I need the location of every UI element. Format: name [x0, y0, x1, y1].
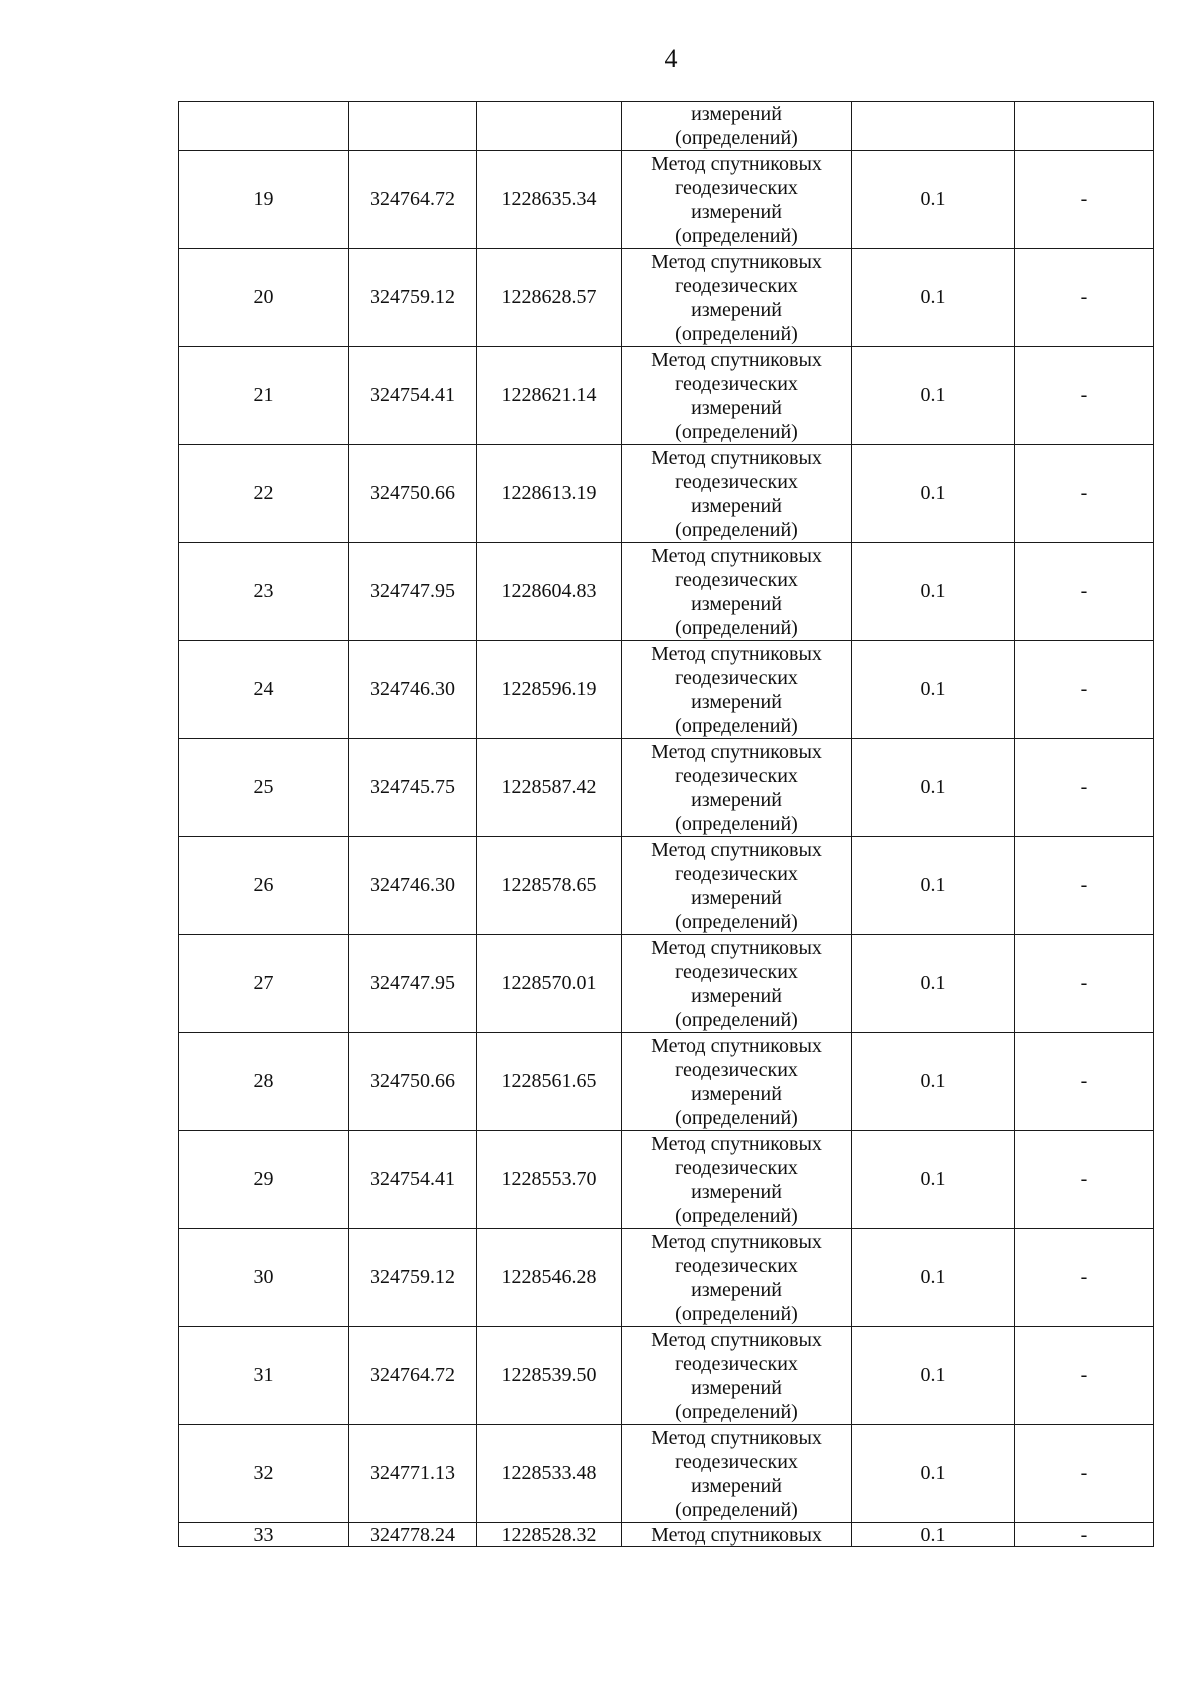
cell-x-coordinate: 324771.13 [349, 1425, 477, 1523]
method-line: измерений [691, 200, 782, 223]
cell-note: - [1015, 1033, 1154, 1131]
method-line: Метод спутниковых [651, 1034, 822, 1057]
method-line: (определений) [675, 812, 798, 835]
cell-method [622, 739, 852, 837]
cell-x-coordinate: 324747.95 [349, 543, 477, 641]
cell-y-coordinate: 1228546.28 [477, 1229, 622, 1327]
method-line: Метод спутниковых [651, 152, 822, 175]
table-row [179, 641, 1154, 739]
cell-method [622, 102, 852, 151]
cell-precision: 0.1 [852, 1131, 1015, 1229]
cell-note [1015, 102, 1154, 151]
method-line: геодезических [675, 1058, 798, 1081]
cell-method [622, 1131, 852, 1229]
cell-x-coordinate: 324745.75 [349, 739, 477, 837]
cell-point-number: 21 [179, 347, 349, 445]
method-line: измерений [691, 1180, 782, 1203]
cell-y-coordinate: 1228570.01 [477, 935, 622, 1033]
cell-point-number [179, 102, 349, 151]
cell-method [622, 347, 852, 445]
table-row [179, 1229, 1154, 1327]
cell-x-coordinate: 324747.95 [349, 935, 477, 1033]
cell-y-coordinate: 1228596.19 [477, 641, 622, 739]
cell-y-coordinate [477, 102, 622, 151]
cell-precision: 0.1 [852, 249, 1015, 347]
method-line: Метод спутниковых [651, 936, 822, 959]
method-line: (определений) [675, 714, 798, 737]
table-row [179, 543, 1154, 641]
method-line: (определений) [675, 420, 798, 443]
cell-method [622, 543, 852, 641]
method-line: (определений) [675, 1106, 798, 1129]
cell-precision: 0.1 [852, 935, 1015, 1033]
cell-precision: 0.1 [852, 641, 1015, 739]
cell-note: - [1015, 935, 1154, 1033]
method-line: (определений) [675, 127, 798, 149]
cell-note: - [1015, 739, 1154, 837]
cell-x-coordinate: 324746.30 [349, 837, 477, 935]
cell-note: - [1015, 1523, 1154, 1547]
method-line: измерений [691, 494, 782, 517]
cell-point-number: 33 [179, 1523, 349, 1547]
method-line: Метод спутниковых [651, 446, 822, 469]
cell-point-number: 23 [179, 543, 349, 641]
method-line: измерений [691, 103, 782, 125]
method-line: геодезических [675, 1352, 798, 1375]
cell-y-coordinate: 1228578.65 [477, 837, 622, 935]
method-line: геодезических [675, 1254, 798, 1277]
cell-method [622, 445, 852, 543]
method-line: геодезических [675, 372, 798, 395]
method-line: измерений [691, 1376, 782, 1399]
method-line: геодезических [675, 176, 798, 199]
method-line: Метод спутниковых [651, 1523, 822, 1546]
method-line: геодезических [675, 666, 798, 689]
cell-precision: 0.1 [852, 543, 1015, 641]
cell-precision: 0.1 [852, 151, 1015, 249]
method-line: (определений) [675, 910, 798, 933]
table-row [179, 935, 1154, 1033]
cell-x-coordinate: 324746.30 [349, 641, 477, 739]
cell-method [622, 1033, 852, 1131]
cell-x-coordinate: 324764.72 [349, 151, 477, 249]
cell-x-coordinate: 324754.41 [349, 347, 477, 445]
cell-precision [852, 102, 1015, 151]
method-line: геодезических [675, 274, 798, 297]
method-line: Метод спутниковых [651, 1132, 822, 1155]
cell-note: - [1015, 1229, 1154, 1327]
cell-note: - [1015, 543, 1154, 641]
method-line: геодезических [675, 568, 798, 591]
method-line: (определений) [675, 1400, 798, 1423]
method-line: измерений [691, 788, 782, 811]
cell-precision: 0.1 [852, 1523, 1015, 1547]
method-line: геодезических [675, 764, 798, 787]
cell-precision: 0.1 [852, 445, 1015, 543]
cell-note: - [1015, 1327, 1154, 1425]
table-row [179, 347, 1154, 445]
method-line: (определений) [675, 616, 798, 639]
table-row [179, 739, 1154, 837]
coordinates-table [178, 101, 1154, 1547]
coordinates-table-body [179, 102, 1154, 1547]
cell-precision: 0.1 [852, 347, 1015, 445]
method-line: геодезических [675, 862, 798, 885]
cell-method [622, 1229, 852, 1327]
cell-y-coordinate: 1228621.14 [477, 347, 622, 445]
cell-note: - [1015, 151, 1154, 249]
cell-precision: 0.1 [852, 739, 1015, 837]
method-line: (определений) [675, 1008, 798, 1031]
cell-precision: 0.1 [852, 1033, 1015, 1131]
method-line: измерений [691, 984, 782, 1007]
method-line: измерений [691, 690, 782, 713]
cell-x-coordinate: 324759.12 [349, 249, 477, 347]
cell-method [622, 249, 852, 347]
cell-note: - [1015, 347, 1154, 445]
cell-point-number: 30 [179, 1229, 349, 1327]
method-line: измерений [691, 886, 782, 909]
cell-note: - [1015, 249, 1154, 347]
table-row [179, 1327, 1154, 1425]
cell-y-coordinate: 1228604.83 [477, 543, 622, 641]
cell-point-number: 28 [179, 1033, 349, 1131]
method-line: геодезических [675, 1450, 798, 1473]
method-line: Метод спутниковых [651, 348, 822, 371]
cell-note: - [1015, 445, 1154, 543]
cell-note: - [1015, 1425, 1154, 1523]
cell-point-number: 29 [179, 1131, 349, 1229]
method-line: измерений [691, 1278, 782, 1301]
cell-y-coordinate: 1228528.32 [477, 1523, 622, 1547]
cell-method [622, 641, 852, 739]
page-number: 4 [664, 44, 678, 73]
cell-note: - [1015, 641, 1154, 739]
cell-x-coordinate: 324778.24 [349, 1523, 477, 1547]
cell-point-number: 26 [179, 837, 349, 935]
method-line: измерений [691, 396, 782, 419]
cell-x-coordinate: 324754.41 [349, 1131, 477, 1229]
method-line: Метод спутниковых [651, 250, 822, 273]
table-row [179, 445, 1154, 543]
cell-precision: 0.1 [852, 1229, 1015, 1327]
method-line: измерений [691, 592, 782, 615]
method-line: измерений [691, 1082, 782, 1105]
table-row [179, 837, 1154, 935]
cell-y-coordinate: 1228628.57 [477, 249, 622, 347]
cell-note: - [1015, 1131, 1154, 1229]
cell-x-coordinate: 324764.72 [349, 1327, 477, 1425]
table-row [179, 249, 1154, 347]
cell-point-number: 27 [179, 935, 349, 1033]
cell-x-coordinate [349, 102, 477, 151]
method-line: Метод спутниковых [651, 642, 822, 665]
method-line: (определений) [675, 322, 798, 345]
method-line: геодезических [675, 1156, 798, 1179]
method-line: Метод спутниковых [651, 1426, 822, 1449]
cell-y-coordinate: 1228553.70 [477, 1131, 622, 1229]
method-line: (определений) [675, 518, 798, 541]
cell-point-number: 19 [179, 151, 349, 249]
method-line: (определений) [675, 1498, 798, 1521]
method-line: геодезических [675, 470, 798, 493]
cell-note: - [1015, 837, 1154, 935]
table-row [179, 1425, 1154, 1523]
cell-point-number: 20 [179, 249, 349, 347]
table-row [179, 1033, 1154, 1131]
method-line: (определений) [675, 224, 798, 247]
cell-y-coordinate: 1228533.48 [477, 1425, 622, 1523]
table-row [179, 151, 1154, 249]
method-line: измерений [691, 298, 782, 321]
cell-point-number: 22 [179, 445, 349, 543]
method-line: Метод спутниковых [651, 740, 822, 763]
method-line: Метод спутниковых [651, 1230, 822, 1253]
cell-point-number: 32 [179, 1425, 349, 1523]
method-line: Метод спутниковых [651, 544, 822, 567]
cell-precision: 0.1 [852, 1425, 1015, 1523]
cell-method [622, 1425, 852, 1523]
cell-y-coordinate: 1228561.65 [477, 1033, 622, 1131]
cell-x-coordinate: 324750.66 [349, 445, 477, 543]
cell-method [622, 1327, 852, 1425]
cell-point-number: 24 [179, 641, 349, 739]
table-row [179, 1131, 1154, 1229]
method-line: (определений) [675, 1302, 798, 1325]
method-line: (определений) [675, 1204, 798, 1227]
cell-y-coordinate: 1228635.34 [477, 151, 622, 249]
cell-method [622, 837, 852, 935]
table-row [179, 1523, 1154, 1547]
cell-y-coordinate: 1228587.42 [477, 739, 622, 837]
table-row-continuation [179, 102, 1154, 151]
cell-precision: 0.1 [852, 837, 1015, 935]
method-line: Метод спутниковых [651, 838, 822, 861]
method-line: геодезических [675, 960, 798, 983]
cell-y-coordinate: 1228539.50 [477, 1327, 622, 1425]
cell-x-coordinate: 324759.12 [349, 1229, 477, 1327]
method-line: Метод спутниковых [651, 1328, 822, 1351]
method-line: измерений [691, 1474, 782, 1497]
cell-point-number: 25 [179, 739, 349, 837]
cell-y-coordinate: 1228613.19 [477, 445, 622, 543]
cell-x-coordinate: 324750.66 [349, 1033, 477, 1131]
cell-precision: 0.1 [852, 1327, 1015, 1425]
cell-method [622, 151, 852, 249]
cell-method [622, 935, 852, 1033]
cell-method [622, 1523, 852, 1547]
cell-point-number: 31 [179, 1327, 349, 1425]
